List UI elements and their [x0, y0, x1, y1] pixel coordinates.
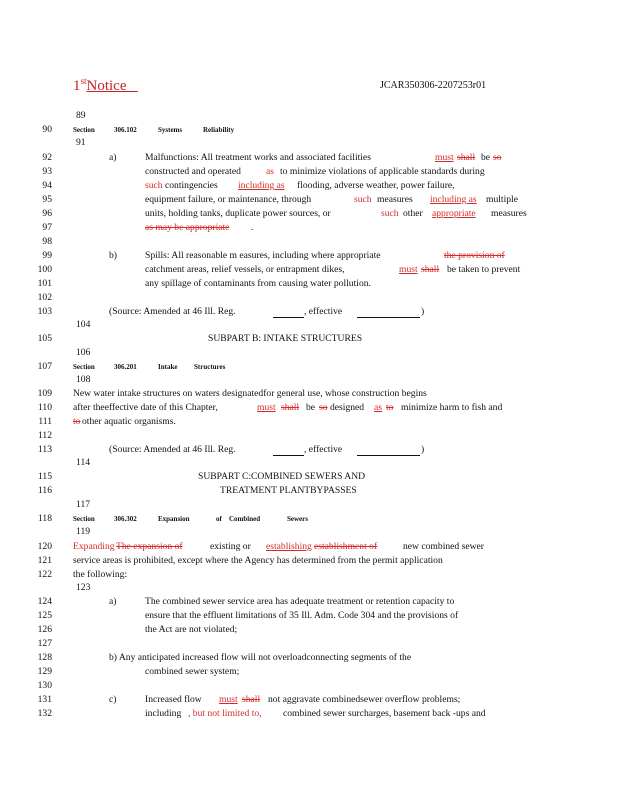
line-number-124: 124	[37, 596, 52, 607]
body-text: measures	[377, 194, 413, 205]
body-text: combined sewer system;	[145, 666, 240, 677]
inserted-text: such	[354, 194, 372, 205]
line-number-99: 99	[42, 250, 52, 261]
section-title-word: Structures	[194, 363, 226, 371]
body-text: units, holding tanks, duplicate power sources, or	[145, 208, 331, 219]
line-number-113: 113	[37, 444, 52, 455]
inserted-text: must	[435, 152, 454, 163]
line-number-97: 97	[42, 222, 52, 233]
notice-word: Notice	[86, 78, 127, 94]
line-number-127: 127	[37, 638, 52, 649]
item-marker: b)	[109, 250, 117, 261]
line-number-109: 109	[37, 388, 52, 399]
line-number-91: 91	[76, 137, 86, 148]
notice-heading	[73, 76, 138, 95]
inserted-text: as	[266, 166, 274, 177]
line-number-112: 112	[37, 430, 52, 441]
line-number-114: 114	[76, 457, 91, 468]
line-number-128: 128	[37, 652, 52, 663]
item-marker: a)	[109, 152, 117, 163]
source-note: , effective	[304, 306, 343, 317]
body-text: to minimize violations of applicable standards during	[280, 166, 485, 177]
body-text: new combined sewer	[403, 541, 484, 552]
line-number-115: 115	[37, 471, 52, 482]
line-number-96: 96	[42, 208, 52, 219]
line-number-125: 125	[37, 610, 52, 621]
source-note: )	[421, 444, 425, 455]
line-number-102: 102	[37, 292, 52, 303]
body-text: b) Any anticipated increased flow will not overloadconnecting segments of the	[109, 652, 412, 663]
body-text: minimize harm to fish and	[401, 402, 503, 413]
item-marker: c)	[109, 694, 117, 705]
line-number-120: 120	[37, 541, 52, 552]
notice-number: 1	[73, 78, 81, 94]
body-text: other	[403, 208, 423, 219]
line-number-111: 111	[38, 416, 52, 427]
inserted-text: appropriate	[432, 208, 476, 219]
section-title-word: Expansion	[158, 515, 190, 523]
deleted-text: as may be appropriate	[145, 222, 230, 233]
body-text: Spills: All reasonable m easures, including where appropriate	[145, 250, 381, 261]
notice-underline-tail	[127, 78, 138, 94]
body-text: combined sewer surcharges, basement back -ups and	[283, 708, 486, 719]
body-text: The combined sewer service area has adequate treatment or retention capacity to	[145, 596, 455, 607]
line-number-93: 93	[42, 166, 52, 177]
line-number-121: 121	[37, 555, 52, 566]
section-title-word: Systems	[158, 126, 183, 134]
section-number: 306.302	[114, 515, 137, 523]
line-number-126: 126	[37, 624, 52, 635]
deleted-text: to	[73, 416, 81, 427]
line-number-92: 92	[42, 152, 52, 163]
body-text: the following:	[73, 569, 128, 580]
body-text: Increased flow	[145, 694, 202, 705]
subpart-heading: SUBPART C:COMBINED SEWERS AND	[198, 471, 366, 482]
line-number-103: 103	[37, 306, 52, 317]
section-number: 306.102	[114, 126, 137, 134]
body-text: measures	[491, 208, 527, 219]
inserted-text: , but not limited to,	[188, 708, 262, 719]
deleted-text: so	[319, 402, 328, 413]
source-note: (Source: Amended at 46 Ill. Reg.	[109, 306, 236, 317]
body-text: including	[145, 708, 182, 719]
line-number-95: 95	[42, 194, 52, 205]
section-title-word: of	[216, 515, 222, 523]
reg-blank	[273, 444, 304, 456]
deleted-text: The expansion of	[116, 541, 183, 552]
document-id: JCAR350306-2207253r01	[380, 80, 487, 91]
line-number-131: 131	[37, 694, 52, 705]
source-note: )	[421, 306, 425, 317]
body-text: catchment areas, relief vessels, or entrapment dikes,	[145, 264, 345, 275]
inserted-text: Expanding	[73, 541, 115, 552]
source-note: , effective	[304, 444, 343, 455]
body-text: multiple	[486, 194, 518, 205]
effective-blank	[357, 444, 420, 456]
line-number-122: 122	[37, 569, 52, 580]
body-text: be	[306, 402, 316, 413]
body-text: service areas is prohibited, except where the Agency has determined from the permit application	[73, 555, 443, 566]
line-number-108: 108	[76, 374, 91, 385]
line-number-101: 101	[37, 278, 52, 289]
body-text: not aggravate combinedsewer overflow problems;	[268, 694, 461, 705]
line-number-118: 118	[37, 513, 52, 524]
body-text: be taken to prevent	[447, 264, 521, 275]
section-label: Section	[73, 515, 95, 523]
body-text: designed	[330, 402, 365, 413]
line-number-119: 119	[76, 526, 91, 537]
deleted-text: the provision of	[444, 250, 505, 261]
line-number-90: 90	[42, 124, 52, 135]
line-number-132: 132	[37, 708, 52, 719]
line-number-110: 110	[37, 402, 52, 413]
body-text: equipment failure, or maintenance, through	[145, 194, 312, 205]
inserted-text: such	[381, 208, 399, 219]
body-text: constructed and operated	[145, 166, 241, 177]
section-title-word: Combined	[229, 515, 261, 523]
line-number-116: 116	[37, 485, 52, 496]
deleted-text: shall	[281, 402, 300, 413]
source-note: (Source: Amended at 46 Ill. Reg.	[109, 444, 236, 455]
subpart-heading: TREATMENT PLANTBYPASSES	[220, 485, 357, 496]
inserted-text: as	[374, 402, 382, 413]
section-label: Section	[73, 363, 95, 371]
body-text: .	[251, 222, 254, 233]
line-number-89: 89	[76, 110, 86, 121]
line-number-105: 105	[37, 333, 52, 344]
deleted-text: shall	[457, 152, 476, 163]
deleted-text: to	[386, 402, 394, 413]
deleted-text: establishment of	[314, 541, 378, 552]
body-text: Malfunctions: All treatment works and associated facilities	[145, 152, 371, 163]
inserted-text: such	[145, 180, 163, 191]
inserted-text: including as	[430, 194, 477, 205]
body-text: other aquatic organisms.	[82, 416, 176, 427]
notice-ordinal: st	[80, 76, 87, 86]
line-number-107: 107	[37, 361, 52, 372]
line-number-98: 98	[42, 236, 52, 247]
body-text: after theeffective date of this Chapter,	[73, 402, 218, 413]
line-number-130: 130	[37, 680, 52, 691]
deleted-text: shall	[242, 694, 261, 705]
body-text: be	[481, 152, 491, 163]
body-text: New water intake structures on waters designatedfor general use, whose construction begins	[73, 388, 427, 399]
body-text: contingencies	[165, 180, 218, 191]
deleted-text: so	[493, 152, 502, 163]
body-text: existing or	[210, 541, 251, 552]
section-title-word: Reliability	[203, 126, 235, 134]
body-text: any spillage of contaminants from causing water pollution.	[145, 278, 371, 289]
inserted-text: including as	[238, 180, 285, 191]
inserted-text: must	[257, 402, 276, 413]
section-title-word: Sewers	[287, 515, 308, 523]
deleted-text: shall	[421, 264, 440, 275]
reg-blank	[273, 306, 304, 318]
line-number-123: 123	[76, 582, 91, 593]
line-number-117: 117	[76, 499, 91, 510]
section-number: 306.201	[114, 363, 137, 371]
section-label: Section	[73, 126, 95, 134]
inserted-text: must	[219, 694, 238, 705]
line-number-129: 129	[37, 666, 52, 677]
item-marker: a)	[109, 596, 117, 607]
line-number-104: 104	[76, 319, 91, 330]
line-number-100: 100	[37, 264, 52, 275]
body-text: the Act are not violated;	[145, 624, 238, 635]
line-number-106: 106	[76, 347, 91, 358]
body-text: flooding, adverse weather, power failure,	[297, 180, 455, 191]
body-text: ensure that the effluent limitations of 35 Ill. Adm. Code 304 and the provisions of	[145, 610, 459, 621]
inserted-text: must	[399, 264, 418, 275]
subpart-heading: SUBPART B: INTAKE STRUCTURES	[208, 333, 363, 344]
line-number-94: 94	[42, 180, 52, 191]
section-title-word: Intake	[158, 363, 178, 371]
inserted-text: establishing	[266, 541, 312, 552]
effective-blank	[357, 306, 420, 318]
